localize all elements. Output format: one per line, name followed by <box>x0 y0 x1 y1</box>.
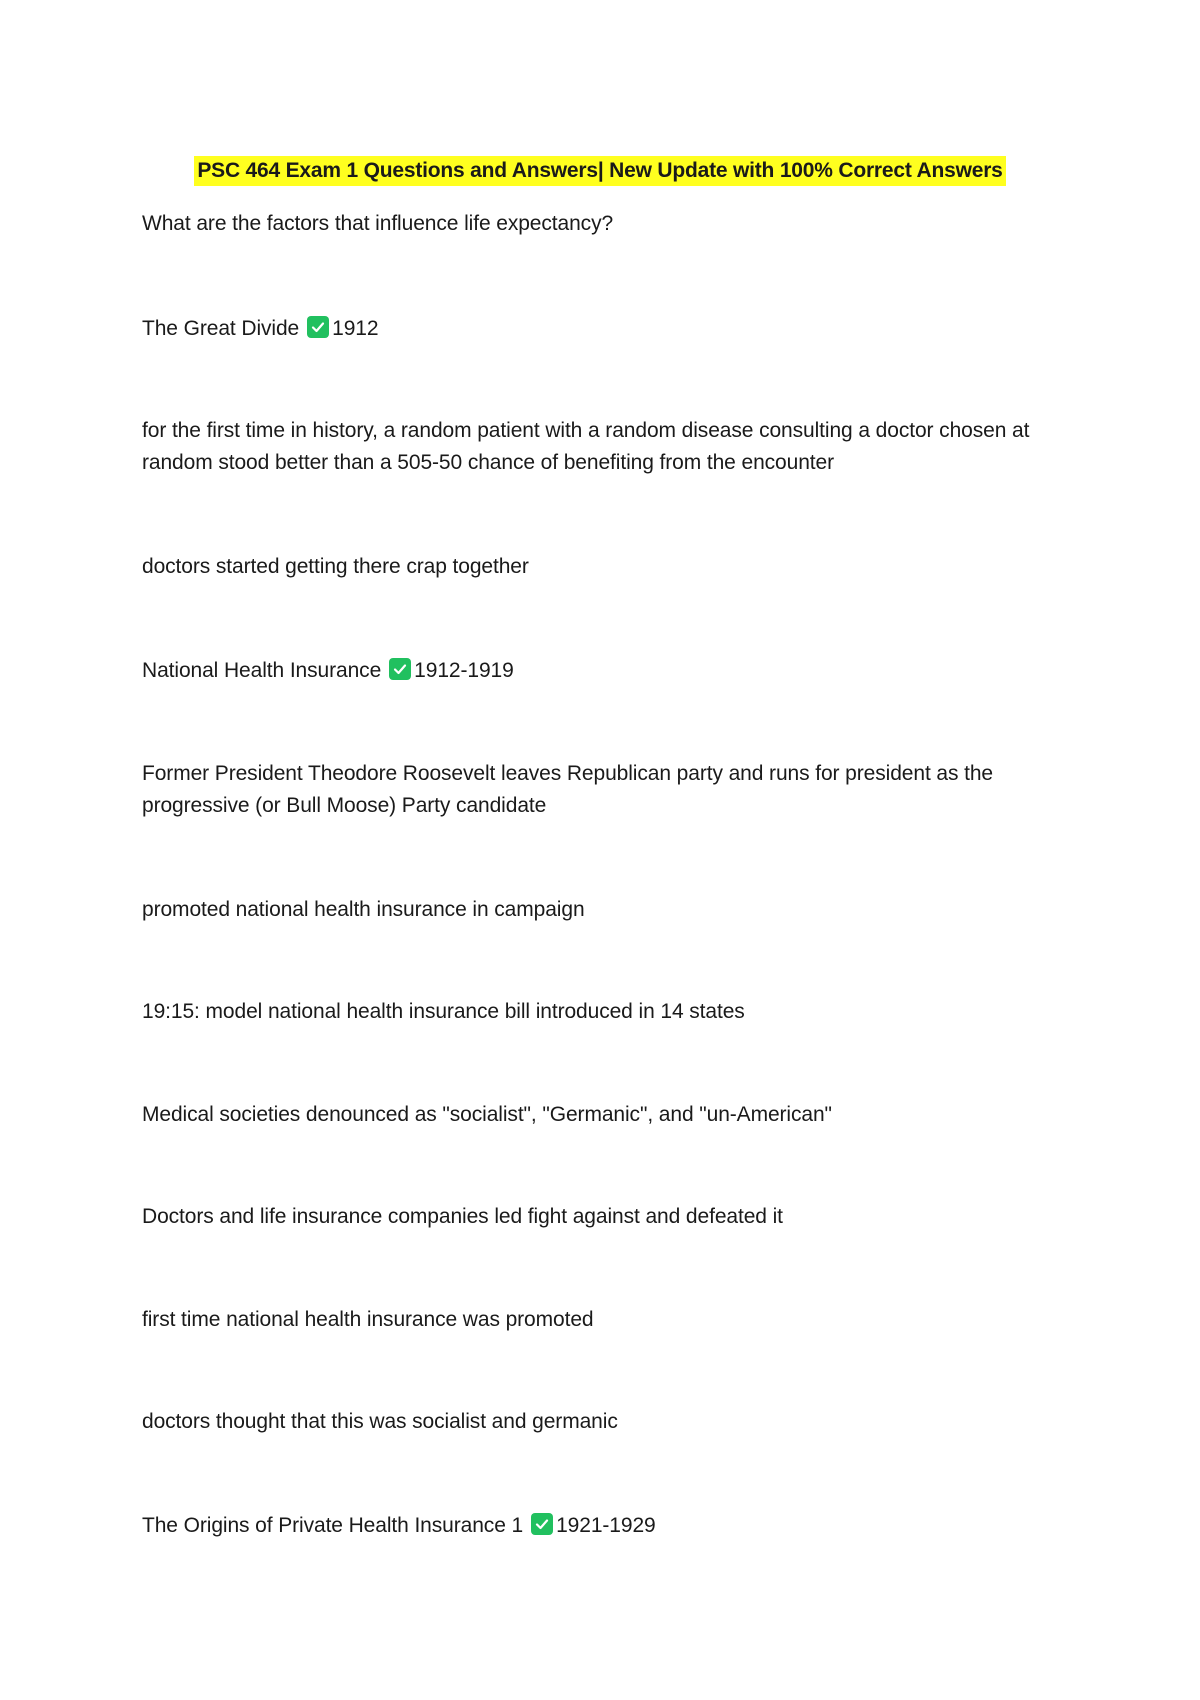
term-text: National Health Insurance <box>142 659 382 682</box>
question-text: What are the factors that influence life expectancy? <box>142 212 614 235</box>
note-text: Medical societies denounced as "socialist", "Germanic", and "un-American" <box>142 1103 832 1126</box>
title-wrap <box>0 156 1200 186</box>
note-text: Doctors and life insurance companies led fight against and defeated it <box>142 1205 783 1228</box>
note-text: doctors started getting there crap together <box>142 555 529 578</box>
check-mark-icon <box>389 658 411 680</box>
answer-text: 1912 <box>332 317 379 340</box>
note-text: first time national health insurance was promoted <box>142 1308 594 1331</box>
definition-text: for the first time in history, a random patient with a random disease consulting a doctor chosen at random stood better than a 505-50 chance of benefiting from the encounter <box>142 419 1030 474</box>
note-text: 19:15: model national health insurance bill introduced in 14 states <box>142 1000 745 1023</box>
term-line <box>142 1510 1072 1542</box>
answer-text: 1912-1919 <box>414 659 514 682</box>
check-mark-icon <box>531 1513 553 1535</box>
check-mark-icon <box>307 316 329 338</box>
note-text: promoted national health insurance in campaign <box>142 898 585 921</box>
term-text: The Great Divide <box>142 317 300 340</box>
definition-text: Former President Theodore Roosevelt leaves Republican party and runs for president as the progressive (or Bull Moose) Party candidate <box>142 762 994 817</box>
document-title: PSC 464 Exam 1 Questions and Answers| New Update with 100% Correct Answers <box>194 156 1005 186</box>
term-line <box>142 313 1072 345</box>
term-text: The Origins of Private Health Insurance 1 <box>142 1514 524 1537</box>
answer-text: 1921-1929 <box>556 1514 656 1537</box>
term-line <box>142 655 1072 687</box>
note-text: doctors thought that this was socialist and germanic <box>142 1410 618 1433</box>
